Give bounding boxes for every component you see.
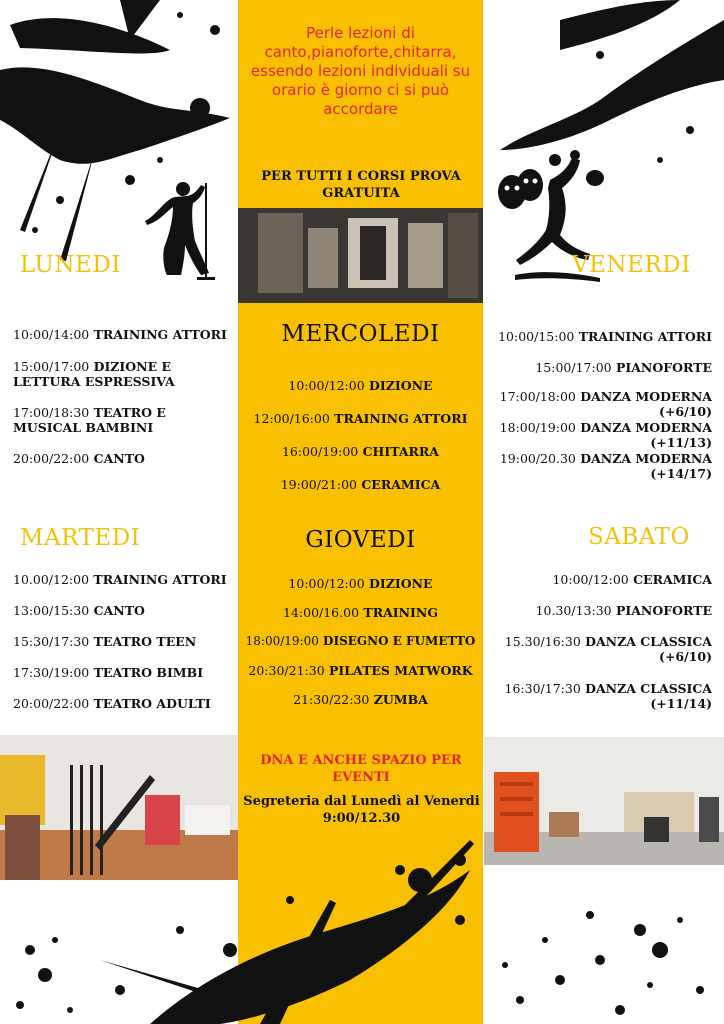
studio-photo-right [484,737,724,865]
office-hours: 9:00/12.30 [322,811,401,826]
lessons-note: Perle lezioni di canto,pianoforte,chitarra, essendo lezioni individuali su orario è giorno ci si può accordare [250,24,471,118]
studio-photo-center [238,208,483,303]
schedule-row: 10:00/14:00 TRAINING ATTORI [13,327,227,342]
schedule-row: 18:00/19:00 DISEGNO E FUMETTO [245,634,476,648]
day-title-martedi: MARTEDI [20,525,141,551]
schedule-row: 18:00/19:00 DANZA MODERNA (+11/13) [499,420,712,450]
schedule-row: 15:00/17:00 DIZIONE E LETTURA ESPRESSIVA [13,359,175,389]
schedule-row: 20:00/22:00 CANTO [13,451,145,466]
office-note: Segreteria dal Lunedì al Venerdi [243,794,480,809]
schedule-row: 17:00/18:30 TEATRO E MUSICAL BAMBINI [13,405,166,435]
day-title-giovedi: GIOVEDI [305,527,416,553]
schedule-row: 10.30/13:30 PIANOFORTE [535,603,712,618]
schedule-row: 17:00/18:00 DANZA MODERNA (+6/10) [499,389,712,419]
schedule-row: 19:00/21:00 CERAMICA [280,477,441,492]
schedule-row: 20:30/21:30 PILATES MATWORK [248,663,473,678]
schedule-row: 15:30/17:30 TEATRO TEEN [13,634,197,649]
schedule-row: 10:00/12:00 DIZIONE [288,576,433,591]
schedule-row: 16:30/17:30 DANZA CLASSICA (+11/14) [504,681,712,711]
schedule-lunedi [13,327,238,466]
schedule-row: 10:00/12:00 DIZIONE [288,378,433,393]
schedule-row: 17:30/19:00 TEATRO BIMBI [13,665,204,680]
schedule-mercoledi [238,378,483,492]
schedule-row: 13:00/15:30 CANTO [13,603,145,618]
schedule-row: 16:00/19:00 CHITARRA [281,444,440,459]
schedule-sabato [484,572,712,711]
events-note: DNA E ANCHE SPAZIO PER EVENTI [260,753,462,785]
day-title-venerdi: VENERDI [572,252,691,278]
schedule-row: 14:00/16.00 TRAINING [283,605,438,620]
schedule-giovedi [238,576,483,707]
schedule-row: 15.30/16:30 DANZA CLASSICA (+6/10) [504,634,712,664]
schedule-row: 19:00/20.30 DANZA MODERNA (+14/17) [499,451,712,481]
schedule-row: 10:00/15:00 TRAINING ATTORI [498,329,712,344]
singer-silhouette-icon [135,175,235,285]
schedule-venerdi [484,329,712,481]
schedule-row: 10.00/12:00 TRAINING ATTORI [13,572,227,587]
studio-photo-left [0,735,238,880]
free-trial-note: PER TUTTI I CORSI PROVA GRATUITA [261,169,461,201]
day-title-lunedi: LUNEDI [20,252,121,278]
schedule-row: 12:00/16:00 TRAINING ATTORI [253,411,468,426]
schedule-row: 10:00/12:00 CERAMICA [552,572,712,587]
schedule-row: 15:00/17:00 PIANOFORTE [535,360,712,375]
day-title-mercoledi: MERCOLEDI [281,321,440,347]
schedule-martedi [13,572,238,711]
schedule-row: 21:30/22:30 ZUMBA [293,692,428,707]
day-title-sabato: SABATO [588,524,690,550]
schedule-row: 20:00/22:00 TEATRO ADULTI [13,696,211,711]
